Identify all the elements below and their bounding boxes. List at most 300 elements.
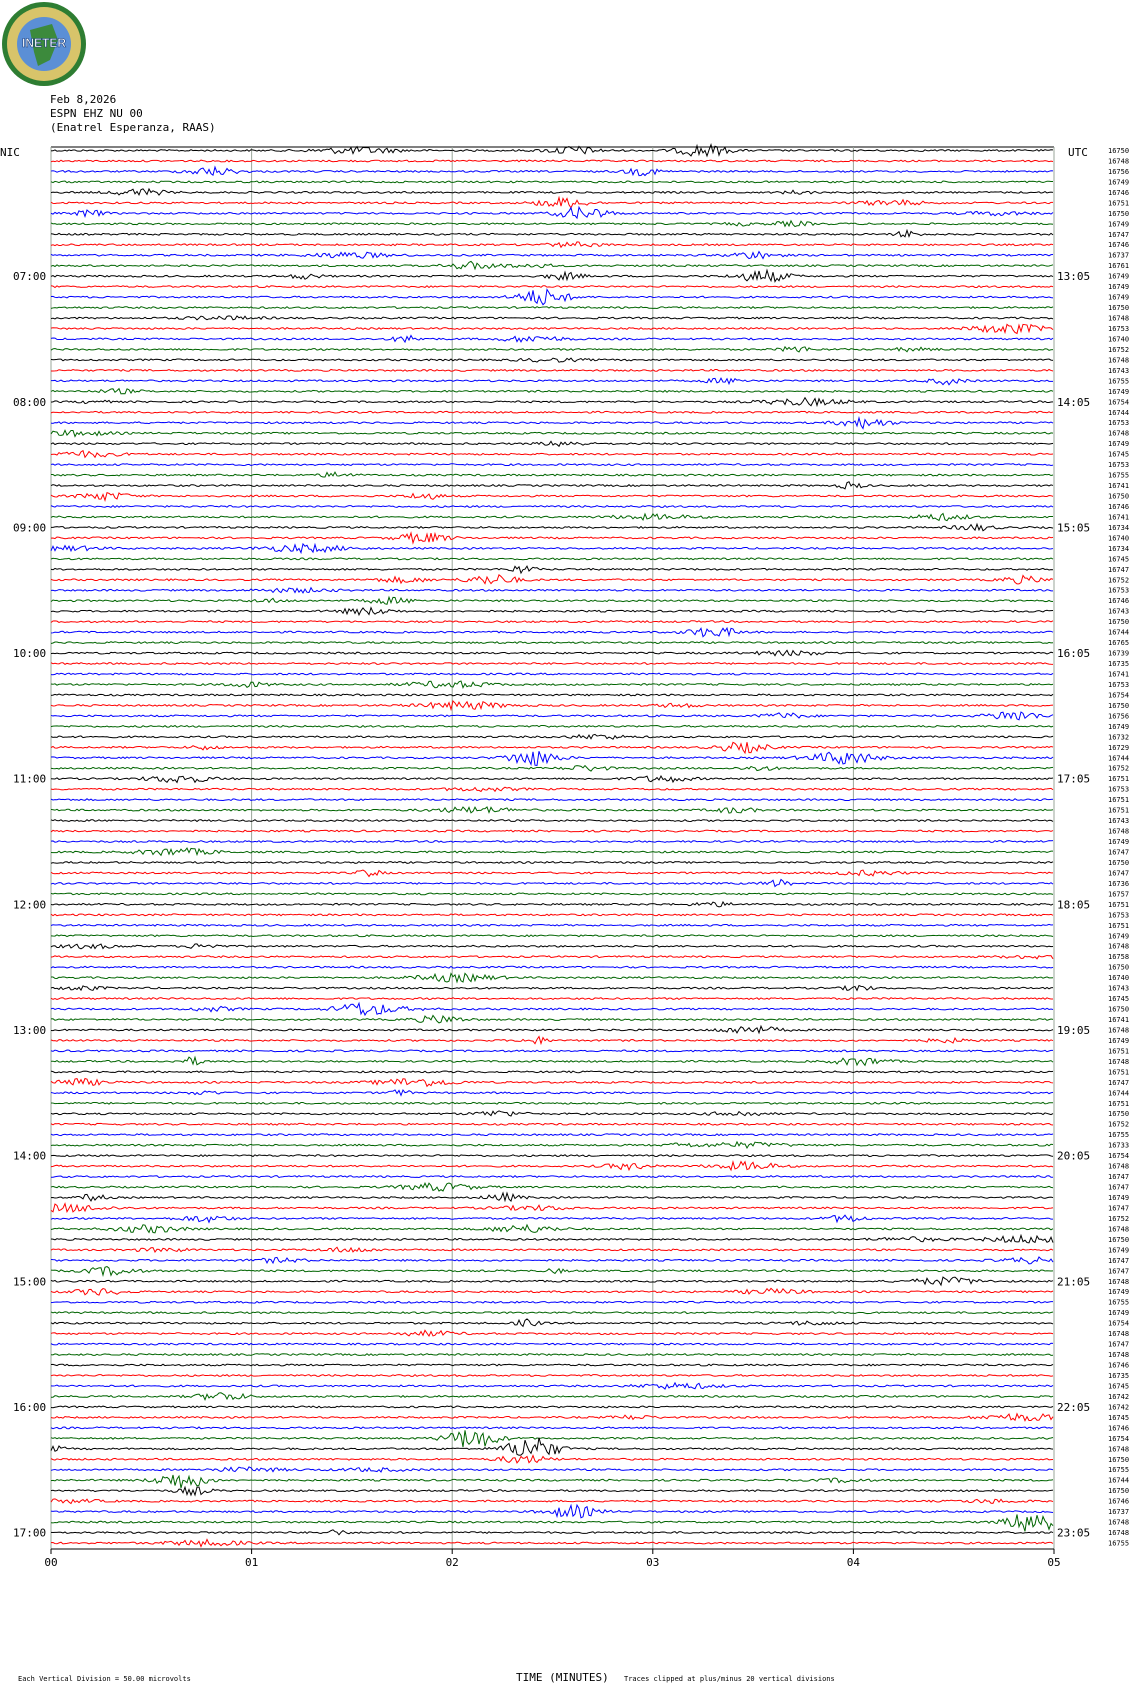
seismic-trace <box>51 1247 1053 1252</box>
trace-offset-label: 16746 <box>1108 1497 1130 1506</box>
trace-offset-label: 16755 <box>1108 471 1130 480</box>
seismic-trace <box>51 1003 1053 1015</box>
trace-offset-label: 16748 <box>1108 1445 1130 1454</box>
seismic-trace <box>51 270 1053 281</box>
seismic-trace <box>51 1235 1053 1242</box>
seismic-trace <box>51 307 1053 309</box>
seismic-trace <box>51 1319 1053 1326</box>
seismic-trace <box>51 1393 1053 1400</box>
trace-offset-label: 16748 <box>1108 157 1130 166</box>
seismic-trace <box>51 799 1053 801</box>
trace-offset-label: 16750 <box>1108 147 1130 155</box>
trace-offset-label: 16749 <box>1108 440 1130 449</box>
trace-offset-label: 16749 <box>1108 838 1130 847</box>
seismic-trace <box>51 347 1053 352</box>
seismic-trace <box>51 787 1053 791</box>
seismic-trace <box>51 181 1053 183</box>
trace-offset-label: 16749 <box>1108 178 1130 187</box>
trace-offset-label: 16750 <box>1108 858 1130 867</box>
trace-offset-label: 16747 <box>1108 869 1130 878</box>
trace-offset-label: 16754 <box>1108 691 1130 700</box>
nic-time-label: 14:00 <box>13 1149 47 1163</box>
seismic-trace <box>51 1375 1053 1377</box>
seismic-trace <box>51 378 1053 385</box>
trace-offset-label: 16746 <box>1108 188 1130 197</box>
header-station: ESPN EHZ NU 00 <box>50 107 143 120</box>
seismic-trace <box>51 558 1053 560</box>
seismic-trace <box>51 893 1053 895</box>
seismic-trace <box>51 1057 1053 1065</box>
nic-time-label: 10:00 <box>13 647 47 661</box>
trace-offset-label: 16754 <box>1108 1319 1130 1328</box>
trace-offset-label: 16746 <box>1108 502 1130 511</box>
seismic-trace <box>51 1505 1053 1518</box>
seismic-trace <box>51 533 1053 543</box>
seismic-trace <box>51 1427 1053 1429</box>
trace-offset-label: 16743 <box>1108 817 1130 826</box>
trace-offset-label: 16753 <box>1108 911 1130 920</box>
trace-offset-label: 16749 <box>1108 272 1130 281</box>
trace-offset-label: 16745 <box>1108 450 1130 459</box>
trace-offset-label: 16748 <box>1108 1057 1130 1066</box>
seismic-trace <box>51 230 1053 236</box>
trace-offset-label: 16745 <box>1108 995 1130 1004</box>
trace-offset-label: 16751 <box>1108 900 1130 909</box>
trace-offset-label: 16741 <box>1108 482 1130 491</box>
trace-offset-label: 16747 <box>1108 565 1130 574</box>
trace-offset-label: 16749 <box>1108 1036 1130 1045</box>
seismic-trace <box>51 464 1053 466</box>
seismic-trace <box>51 588 1053 593</box>
seismic-trace <box>51 198 1053 208</box>
trace-offset-label: 16745 <box>1108 555 1130 564</box>
trace-offset-label: 16746 <box>1108 597 1130 606</box>
seismic-trace <box>51 1438 1053 1456</box>
seismic-trace <box>51 998 1053 1000</box>
trace-offset-label: 16753 <box>1108 419 1130 428</box>
seismic-trace <box>51 944 1053 949</box>
trace-offset-label: 16739 <box>1108 649 1130 658</box>
trace-offset-label: 16748 <box>1108 314 1130 323</box>
trace-offset-label: 16743 <box>1108 366 1130 375</box>
seismic-trace <box>51 1467 1053 1472</box>
seismic-trace <box>51 1364 1053 1366</box>
trace-offset-label: 16743 <box>1108 607 1130 616</box>
trace-offset-label: 16751 <box>1108 806 1130 815</box>
trace-offset-label: 16750 <box>1108 1235 1130 1244</box>
seismic-trace <box>51 608 1053 615</box>
trace-offset-label: 16745 <box>1108 1382 1130 1391</box>
seismic-trace <box>51 544 1053 553</box>
seismic-trace <box>51 1204 1053 1212</box>
seismic-trace <box>51 513 1053 520</box>
trace-offset-label: 16751 <box>1108 199 1130 208</box>
trace-offset-label: 16746 <box>1108 1361 1130 1370</box>
seismic-trace <box>51 870 1053 876</box>
seismic-trace <box>51 914 1053 916</box>
seismic-trace <box>51 1515 1053 1532</box>
utc-time-label: 23:05 <box>1057 1526 1091 1540</box>
trace-offset-label: 16741 <box>1108 1016 1130 1025</box>
trace-offset-label: 16750 <box>1108 304 1130 313</box>
trace-offset-label: 16744 <box>1108 628 1130 637</box>
trace-offset-label: 16750 <box>1108 1110 1130 1119</box>
utc-time-label: 14:05 <box>1057 395 1091 409</box>
trace-offset-label: 16755 <box>1108 1298 1130 1307</box>
trace-offset-label: 16754 <box>1108 1434 1130 1443</box>
seismic-trace <box>51 1079 1053 1087</box>
seismic-trace <box>51 221 1053 227</box>
trace-offset-label: 16755 <box>1108 377 1130 386</box>
seismic-trace <box>51 807 1053 813</box>
utc-time-label: 17:05 <box>1057 772 1091 786</box>
trace-offset-label: 16735 <box>1108 1371 1130 1380</box>
seismic-trace <box>51 973 1053 982</box>
nic-time-label: 12:00 <box>13 898 47 912</box>
clip-note: Traces clipped at plus/minus 20 vertical divisions <box>624 1675 835 1683</box>
trace-offset-label: 16756 <box>1108 712 1130 721</box>
trace-offset-label: 16750 <box>1108 963 1130 972</box>
trace-offset-label: 16749 <box>1108 1288 1130 1297</box>
trace-offset-label: 16748 <box>1108 1529 1130 1538</box>
trace-offset-label: 16748 <box>1108 1026 1130 1035</box>
trace-offset-label: 16747 <box>1108 1173 1130 1182</box>
trace-offset-label: 16757 <box>1108 890 1130 899</box>
trace-offset-label: 16753 <box>1108 461 1130 470</box>
seismic-traces <box>51 145 1053 1547</box>
seismic-trace <box>51 1288 1053 1295</box>
seismic-trace <box>51 902 1053 907</box>
utc-time-label: 22:05 <box>1057 1400 1091 1414</box>
seismic-trace <box>51 742 1053 753</box>
nic-time-label: 07:00 <box>13 270 47 284</box>
seismic-trace <box>51 1301 1053 1303</box>
seismic-trace <box>51 189 1053 195</box>
trace-offset-label: 16740 <box>1108 534 1130 543</box>
seismic-trace <box>51 482 1053 489</box>
seismic-trace <box>51 167 1053 175</box>
seismic-trace <box>51 955 1053 958</box>
seismic-trace <box>51 1487 1053 1495</box>
nic-time-label: 11:00 <box>13 772 47 786</box>
seismic-trace <box>51 566 1053 573</box>
trace-offset-label: 16744 <box>1108 408 1130 417</box>
seismic-trace <box>51 1343 1053 1345</box>
seismic-trace <box>51 145 1053 156</box>
trace-offset-label: 16734 <box>1108 523 1130 532</box>
seismic-trace <box>51 1312 1053 1314</box>
seismic-trace <box>51 1111 1053 1116</box>
trace-offset-label: 16755 <box>1108 1466 1130 1475</box>
trace-offset-label: 16743 <box>1108 984 1130 993</box>
seismic-trace <box>51 1456 1053 1463</box>
seismic-trace <box>51 985 1053 990</box>
seismic-trace <box>51 712 1053 720</box>
seismic-trace <box>51 1176 1053 1178</box>
seismic-trace <box>51 1530 1053 1535</box>
trace-offset-label: 16750 <box>1108 1487 1130 1496</box>
seismic-trace <box>51 776 1053 782</box>
trace-offset-label: 16749 <box>1108 283 1130 292</box>
seismic-trace <box>51 841 1053 843</box>
x-tick-label: 00 <box>44 1556 58 1570</box>
trace-offset-label: 16754 <box>1108 1152 1130 1161</box>
trace-offset-label: 16748 <box>1108 1277 1130 1286</box>
seismic-trace <box>51 286 1053 288</box>
trace-offset-label: 16748 <box>1108 1330 1130 1339</box>
nic-time-label: 13:00 <box>13 1023 47 1037</box>
seismic-trace <box>51 650 1053 655</box>
utc-time-label: 16:05 <box>1057 647 1091 661</box>
seismic-trace <box>51 734 1053 739</box>
seismic-trace <box>51 1354 1053 1356</box>
nic-time-label: 09:00 <box>13 521 47 535</box>
trace-offset-label: 16758 <box>1108 953 1130 962</box>
seismic-trace <box>51 1037 1053 1044</box>
seismic-trace <box>51 1499 1053 1504</box>
seismic-trace <box>51 1225 1053 1233</box>
seismic-trace <box>51 1215 1053 1222</box>
seismic-trace <box>51 642 1053 644</box>
utc-time-label: 13:05 <box>1057 270 1091 284</box>
trace-offset-label: 16735 <box>1108 660 1130 669</box>
seismic-trace <box>51 1142 1053 1148</box>
seismic-trace <box>51 1090 1053 1095</box>
trace-offset-label: 16761 <box>1108 262 1130 271</box>
utc-time-label: 20:05 <box>1057 1149 1091 1163</box>
trace-offset-label: 16752 <box>1108 576 1130 585</box>
utc-time-label: 21:05 <box>1057 1275 1091 1289</box>
seismic-trace <box>51 451 1053 458</box>
trace-offset-label: 16747 <box>1108 848 1130 857</box>
utc-time-label: 19:05 <box>1057 1023 1091 1037</box>
trace-offset-label: 16747 <box>1108 1256 1130 1265</box>
seismic-trace <box>51 1277 1053 1285</box>
seismic-trace <box>51 1267 1053 1276</box>
seismic-trace <box>51 472 1053 477</box>
seismic-trace <box>51 621 1053 623</box>
trace-offset-label: 16752 <box>1108 1214 1130 1223</box>
seismic-trace <box>51 1155 1053 1157</box>
trace-offset-label: 16749 <box>1108 1194 1130 1202</box>
seismic-trace <box>51 725 1053 727</box>
trace-offset-label: 16750 <box>1108 492 1130 501</box>
seismic-trace <box>51 766 1053 771</box>
trace-offset-label: 16749 <box>1108 293 1130 302</box>
seismic-trace <box>51 820 1053 822</box>
trace-offset-label: 16748 <box>1108 1518 1130 1527</box>
trace-offset-label: 16749 <box>1108 1309 1130 1318</box>
trace-offset-label: 16765 <box>1108 639 1130 648</box>
seismic-trace <box>51 289 1053 304</box>
trace-offset-label: 16744 <box>1108 754 1130 763</box>
trace-offset-label: 16753 <box>1108 324 1130 333</box>
trace-offset-label: 16736 <box>1108 879 1130 888</box>
trace-offset-label: 16755 <box>1108 1131 1130 1140</box>
seismic-trace <box>51 358 1053 362</box>
trace-offset-label: 16750 <box>1108 701 1130 710</box>
seismic-trace <box>51 575 1053 584</box>
trace-offset-label: 16734 <box>1108 544 1130 553</box>
trace-offset-label: 16750 <box>1108 1005 1130 1014</box>
trace-offset-label: 16748 <box>1108 942 1130 951</box>
trace-offset-label: 16737 <box>1108 251 1130 260</box>
nic-time-label: 16:00 <box>13 1400 47 1414</box>
trace-offset-label: 16748 <box>1108 429 1130 438</box>
seismic-trace <box>51 324 1053 333</box>
trace-offset-label: 16729 <box>1108 743 1130 752</box>
trace-offset-label: 16751 <box>1108 1099 1130 1108</box>
seismic-trace <box>51 369 1053 371</box>
seismic-trace <box>51 261 1053 269</box>
seismic-trace <box>51 1102 1053 1104</box>
trace-offset-label: 16749 <box>1108 722 1130 731</box>
seismic-trace <box>51 966 1053 968</box>
trace-offset-label: 16754 <box>1108 398 1130 407</box>
seismic-trace <box>51 1050 1053 1052</box>
trace-offset-label: 16747 <box>1108 1267 1130 1276</box>
seismic-trace <box>51 506 1053 508</box>
seismic-trace <box>51 389 1053 394</box>
trace-offset-label: 16751 <box>1108 775 1130 784</box>
trace-offset-label: 16752 <box>1108 345 1130 354</box>
x-tick-label: 05 <box>1047 1556 1061 1570</box>
seismic-trace <box>51 848 1053 855</box>
seismic-trace <box>51 924 1053 926</box>
trace-offset-label: 16747 <box>1108 1204 1130 1213</box>
trace-offset-label: 16753 <box>1108 785 1130 794</box>
trace-offset-label: 16753 <box>1108 680 1130 689</box>
trace-offset-label: 16748 <box>1108 356 1130 365</box>
trace-offset-label: 16749 <box>1108 932 1130 941</box>
trace-offset-label: 16732 <box>1108 733 1130 742</box>
trace-offset-label: 16740 <box>1108 335 1130 344</box>
trace-offset-label: 16745 <box>1108 1413 1130 1422</box>
seismic-trace <box>51 1383 1053 1389</box>
trace-offset-label: 16744 <box>1108 1089 1130 1098</box>
trace-offset-label: 16751 <box>1108 1068 1130 1077</box>
seismic-trace <box>51 316 1053 320</box>
logo-text: INETER <box>21 36 67 50</box>
seismic-trace <box>51 335 1053 342</box>
seismic-trace <box>51 160 1053 162</box>
trace-offset-label: 16751 <box>1108 921 1130 930</box>
seismic-trace <box>51 701 1053 709</box>
seismic-trace <box>51 1539 1053 1546</box>
trace-offset-label: 16748 <box>1108 1162 1130 1171</box>
trace-offset-label: 16755 <box>1108 1539 1130 1548</box>
trace-offset-label: 16753 <box>1108 586 1130 595</box>
trace-offset-label: 16750 <box>1108 209 1130 218</box>
seismic-trace <box>51 1162 1053 1170</box>
seismic-trace <box>51 935 1053 937</box>
scale-note: Each Vertical Division = 50.00 microvolts <box>18 1675 191 1683</box>
seismic-trace <box>51 430 1053 436</box>
seismic-trace <box>51 1257 1053 1264</box>
seismic-trace <box>51 207 1053 218</box>
seismic-trace <box>51 663 1053 665</box>
trace-offset-label: 16737 <box>1108 1508 1130 1517</box>
seismic-trace <box>51 862 1053 864</box>
trace-offset-label: 16747 <box>1108 1340 1130 1349</box>
seismic-trace <box>51 830 1053 832</box>
trace-offset-label: 16741 <box>1108 513 1130 522</box>
x-tick-label: 02 <box>445 1556 459 1570</box>
seismic-trace <box>51 751 1053 765</box>
utc-axis-label: UTC <box>1068 146 1088 159</box>
trace-offset-label: 16751 <box>1108 1047 1130 1056</box>
utc-time-label: 18:05 <box>1057 898 1091 912</box>
trace-offset-label: 16747 <box>1108 1078 1130 1087</box>
trace-offset-label: 16756 <box>1108 167 1130 176</box>
x-tick-label: 01 <box>244 1556 259 1570</box>
trace-offset-label: 16751 <box>1108 796 1130 805</box>
seismic-trace <box>51 681 1053 688</box>
x-tick-label: 04 <box>846 1556 861 1570</box>
seismic-trace <box>51 1406 1053 1408</box>
trace-offset-label: 16749 <box>1108 387 1130 396</box>
trace-offset-label: 16750 <box>1108 618 1130 627</box>
seismic-trace <box>51 1026 1053 1033</box>
seismic-trace <box>51 398 1053 406</box>
seismic-trace <box>51 1330 1053 1336</box>
seismic-trace <box>51 524 1053 531</box>
seismic-trace <box>51 252 1053 259</box>
nic-axis-label: NIC <box>0 146 20 159</box>
nic-time-label: 15:00 <box>13 1275 47 1289</box>
nic-time-label: 08:00 <box>13 395 47 409</box>
seismic-trace <box>51 628 1053 637</box>
trace-offset-label: 16752 <box>1108 764 1130 773</box>
seismic-trace <box>51 1414 1053 1421</box>
trace-offset-label: 16740 <box>1108 974 1130 983</box>
trace-offset-label: 16742 <box>1108 1392 1130 1401</box>
trace-offset-label: 16733 <box>1108 1141 1130 1150</box>
trace-offset-label: 16744 <box>1108 1476 1130 1485</box>
seismic-trace <box>51 1123 1053 1125</box>
seismic-trace <box>51 673 1053 675</box>
seismic-trace <box>51 242 1053 247</box>
seismic-trace <box>51 493 1053 501</box>
seismic-trace <box>51 1183 1053 1191</box>
seismic-trace <box>51 1134 1053 1136</box>
seismic-trace <box>51 694 1053 696</box>
trace-offset-label: 16748 <box>1108 1351 1130 1360</box>
header-date: Feb 8,2026 <box>50 93 117 106</box>
seismic-trace <box>51 441 1053 446</box>
seismic-trace <box>51 1015 1053 1022</box>
trace-offset-label: 16746 <box>1108 241 1130 250</box>
seismic-trace <box>51 879 1053 886</box>
trace-offset-label: 16742 <box>1108 1403 1130 1412</box>
seismic-trace <box>51 1475 1053 1488</box>
header-site: (Enatrel Esperanza, RAAS) <box>50 121 216 134</box>
seismic-trace <box>51 597 1053 604</box>
trace-offset-label: 16741 <box>1108 670 1130 679</box>
trace-offset-label: 16748 <box>1108 1225 1130 1234</box>
trace-offset-label: 16747 <box>1108 230 1130 239</box>
nic-time-label: 17:00 <box>13 1526 47 1540</box>
seismic-trace <box>51 1193 1053 1201</box>
trace-offset-label: 16748 <box>1108 827 1130 836</box>
trace-offset-label: 16750 <box>1108 1455 1130 1464</box>
seismic-trace <box>51 1071 1053 1073</box>
seismic-trace <box>51 418 1053 428</box>
trace-offset-label: 16749 <box>1108 1246 1130 1255</box>
seismic-trace <box>51 411 1053 413</box>
trace-offset-label: 16747 <box>1108 1183 1130 1192</box>
trace-offset-label: 16752 <box>1108 1120 1130 1129</box>
